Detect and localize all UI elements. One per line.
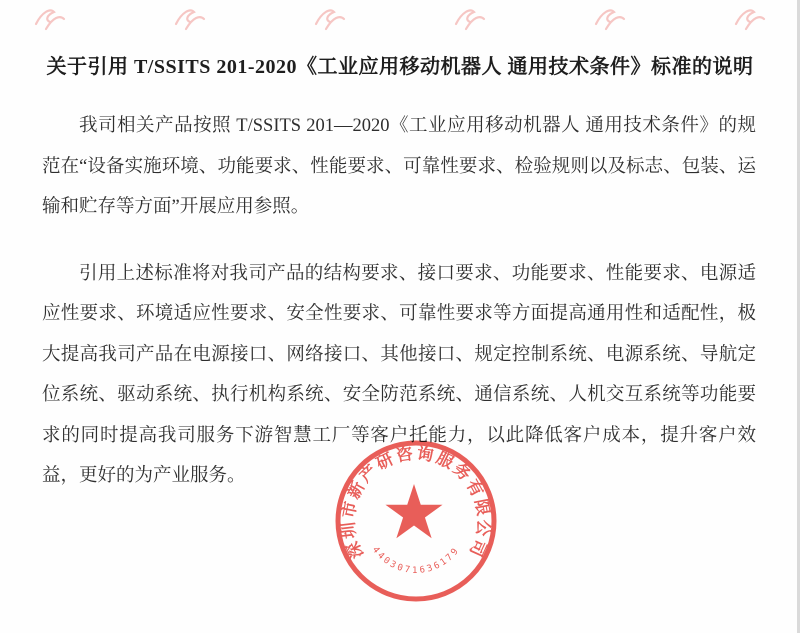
company-seal (326, 431, 506, 611)
star-icon (385, 484, 442, 538)
paragraph-2: 引用上述标准将对我司产品的结构要求、接口要求、功能要求、性能要求、电源适应性要求、环境适应性要求、安全性要求、可靠性要求等方面提高通用性和适配性，极大提高我司产品在电源接口、网络接口、其他接口、规定控制系统、电源系统、导航定位系统、驱动系统、执行机构系统、安全防范系统、通信系统、人机交互系统等功能要求的同时提高我司服务下游智慧工厂等客户托能力，以此降低客户成本，提升客户效益，更好的为产业服务。 (42, 263, 756, 486)
watermark-marks (0, 0, 800, 42)
paragraph-1: 我司相关产品按照 T/SSITS 201—2020《工业应用移动机器人 通用技术条件》的规范在“设备实施环境、功能要求、性能要求、可靠性要求、检验规则以及标志、包装、运输和贮存等方面”开展应用参照。 (42, 116, 756, 217)
watermark-stroke-icon (36, 11, 764, 30)
seal-serial-text (370, 545, 462, 576)
seal-serial-number: 4403071636179 (369, 545, 463, 576)
seal-company-name: 深圳市新产研咨询服务有限公司 (338, 443, 494, 562)
document-title: 关于引用 T/SSITS 201-2020《工业应用移动机器人 通用技术条件》标准的说明 (46, 56, 754, 78)
